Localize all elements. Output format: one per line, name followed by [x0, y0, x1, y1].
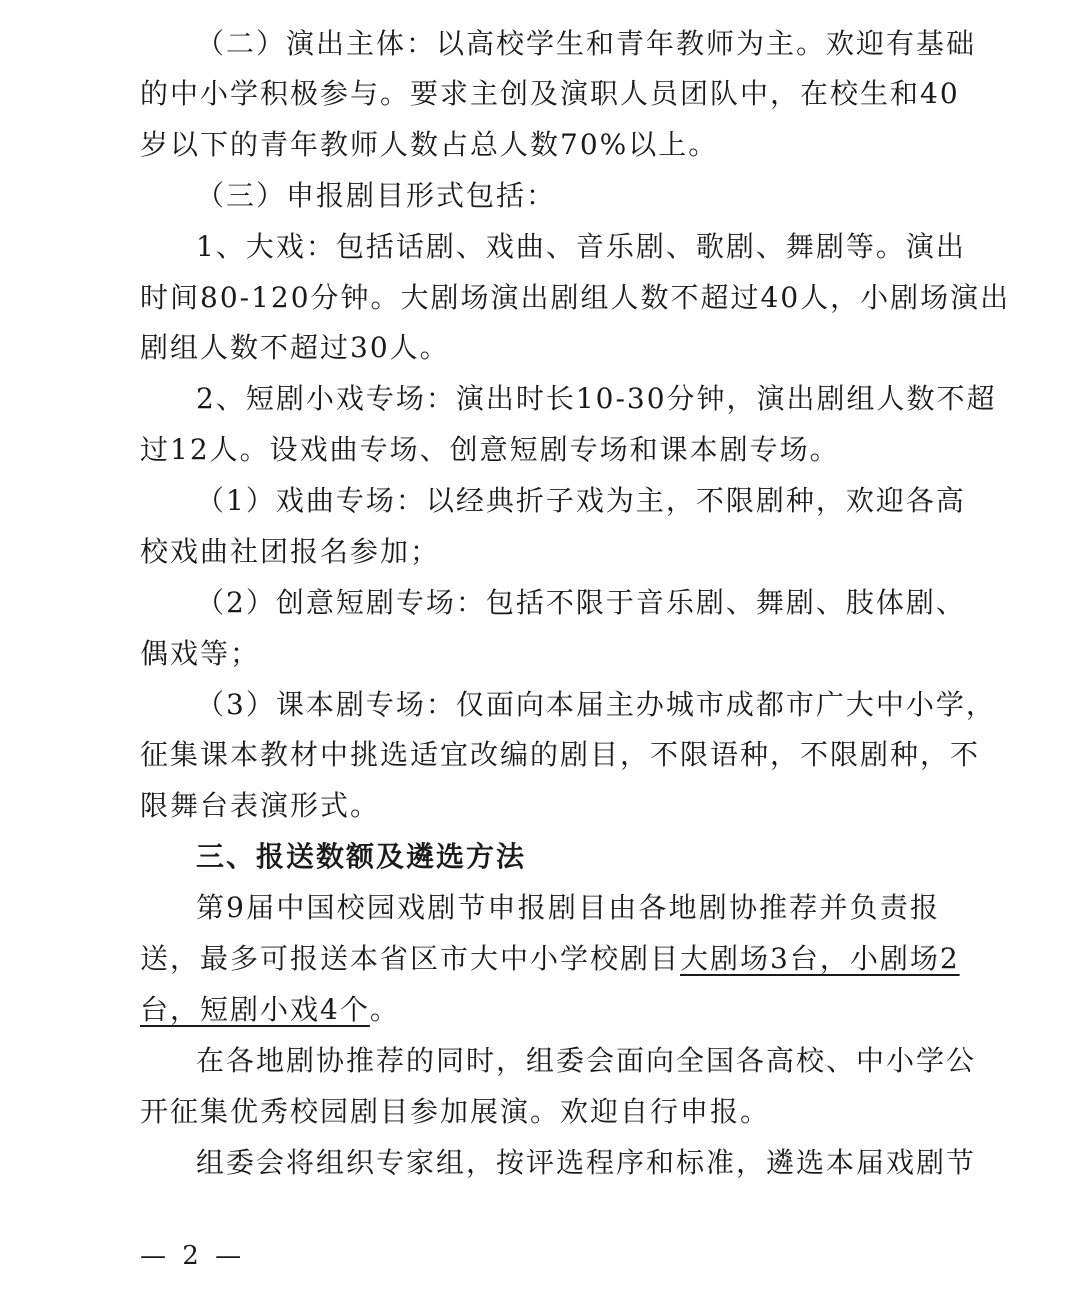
text-line-mixed	[140, 992, 940, 1028]
text-line: 校戏曲社团报名参加；	[140, 535, 441, 568]
section-heading: 三、报送数额及遴选方法	[196, 840, 527, 873]
text-span: 。	[369, 993, 400, 1026]
text-line: 时间80-120分钟。大剧场演出剧组人数不超过40人，小剧场演出	[140, 281, 1011, 314]
text-line: 过12人。设戏曲专场、创意短剧专场和课本剧专场。	[140, 433, 840, 466]
underlined-span: 台，短剧小戏4个	[140, 993, 370, 1026]
text-line-mixed	[140, 941, 960, 977]
text-line: 岁以下的青年教师人数占总人数70%以上。	[140, 128, 719, 161]
page-number: — 2 —	[140, 1241, 246, 1271]
text-line: 在各地剧协推荐的同时，组委会面向全国各高校、中小学公	[196, 1044, 977, 1077]
text-line: （3）课本剧专场：仅面向本届主办城市成都市广大中小学，	[196, 688, 996, 721]
text-line: 2、短剧小戏专场：演出时长10-30分钟，演出剧组人数不超	[196, 382, 997, 415]
text-span: 送，最多可报送本省区市大中小学校剧目	[140, 942, 681, 975]
text-line: 的中小学积极参与。要求主创及演职人员团队中，在校生和40	[140, 77, 960, 110]
text-line: 限舞台表演形式。	[140, 789, 381, 822]
text-line: （三）申报剧目形式包括：	[196, 179, 557, 212]
text-line: 1、大戏：包括话剧、戏曲、音乐剧、歌剧、舞剧等。演出	[196, 230, 966, 263]
text-line: 组委会将组织专家组，按评选程序和标准，遴选本届戏剧节	[196, 1146, 977, 1179]
text-line: （2）创意短剧专场：包括不限于音乐剧、舞剧、肢体剧、	[196, 586, 966, 619]
text-line: 征集课本教材中挑选适宜改编的剧目，不限语种，不限剧种，不	[140, 738, 981, 771]
text-line: 偶戏等；	[140, 637, 261, 670]
text-line: （1）戏曲专场：以经典折子戏为主，不限剧种，欢迎各高	[196, 484, 966, 517]
text-line: 剧组人数不超过30人。	[140, 331, 450, 364]
underlined-span: 大剧场3台，小剧场2	[680, 942, 960, 975]
text-line: （二）演出主体：以高校学生和青年教师为主。欢迎有基础	[196, 27, 977, 60]
text-line: 开征集优秀校园剧目参加展演。欢迎自行申报。	[140, 1095, 771, 1128]
text-line: 第9届中国校园戏剧节申报剧目由各地剧协推荐并负责报	[196, 891, 940, 924]
